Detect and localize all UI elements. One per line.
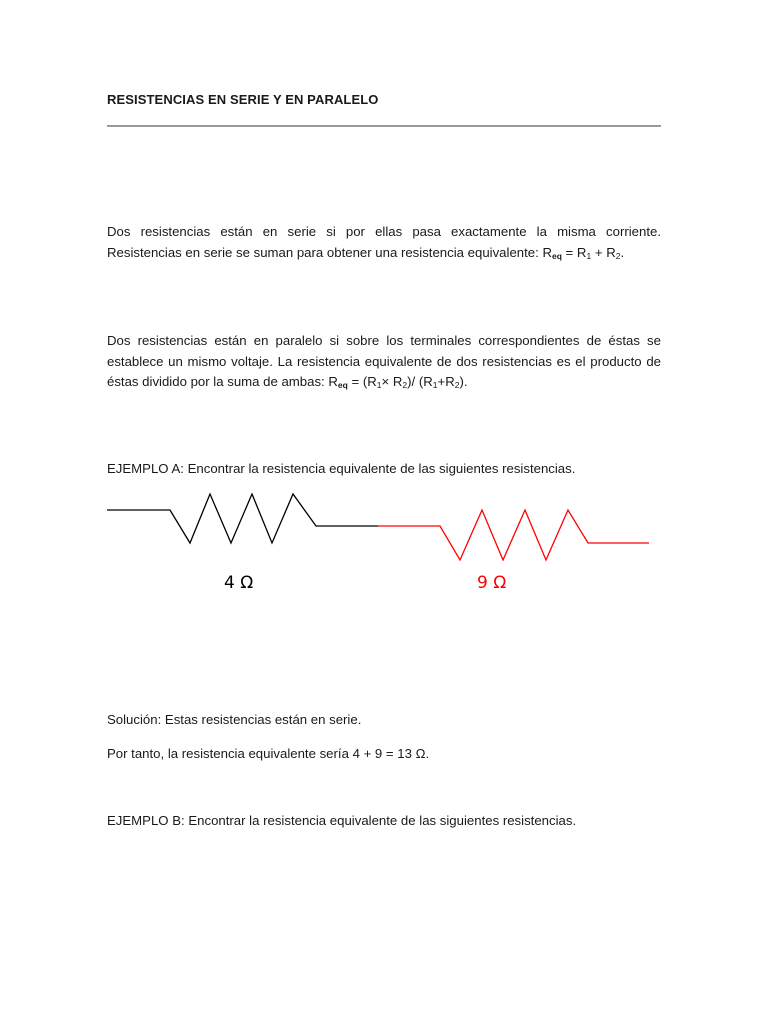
page-title: RESISTENCIAS EN SERIE Y EN PARALELO (107, 92, 379, 107)
resistor-4-ohm (107, 494, 378, 543)
parallel-paragraph: Dos resistencias están en paralelo si sobre los terminales correspondientes de éstas se establece un mismo voltaje. La resistencia equivalente de dos resistencias es el producto de éstas dividido por la suma de ambas: $R_{eq} = (R_1\times R_2)/$ $(R_1+R_2)$. (107, 333, 661, 390)
result-text: Por tanto, la resistencia equivalente sería 4 + 9 = 13 Ω. (107, 746, 430, 761)
resistor-4-label: 4 Ω (224, 573, 254, 593)
solution-text: Solución: Estas resistencias están en serie. (107, 712, 362, 727)
series-paragraph: Dos resistencias están en serie si por ellas pasa exactamente la misma corriente. Resistencias en serie se suman para obtener una resistencia equivalente: $R_{eq} = R_1 + R_2$. (107, 224, 661, 261)
resistor-9-ohm (378, 510, 649, 560)
example-b-heading: EJEMPLO B: Encontrar la resistencia equivalente de las siguientes resistencias. (107, 813, 577, 828)
example-a-heading: EJEMPLO A: Encontrar la resistencia equivalente de las siguientes resistencias. (107, 461, 576, 476)
resistor-9-label: 9 Ω (477, 573, 507, 593)
